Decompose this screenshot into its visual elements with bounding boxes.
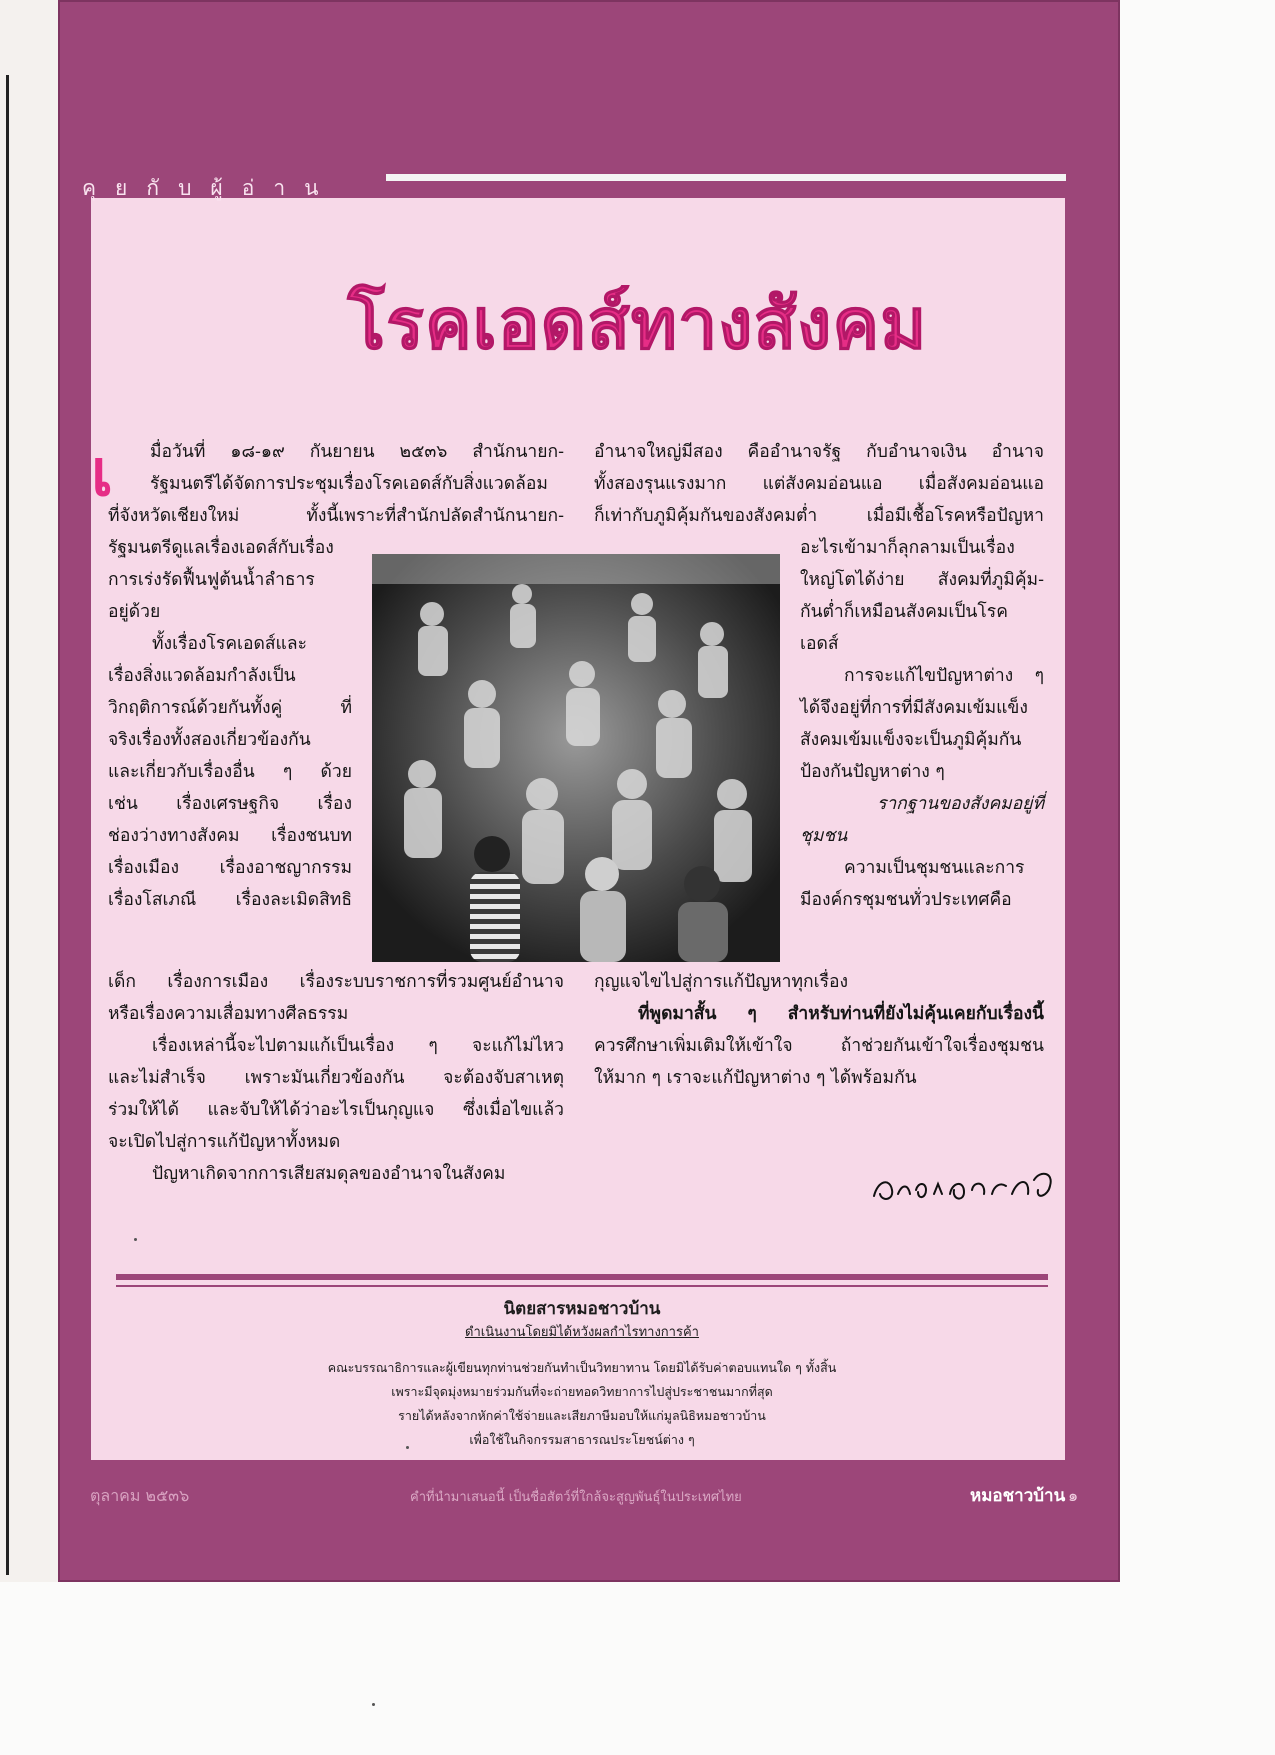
text-line: การจะแก้ไขปัญหาต่าง ๆ — [844, 666, 1044, 686]
page-number: ๑ — [1068, 1486, 1079, 1505]
text-line: อยู่ด้วย — [108, 602, 161, 622]
magazine-name: หมอชาวบ้าน — [970, 1486, 1066, 1506]
text-line: กันต่ำก็เหมือนสังคมเป็นโรค — [800, 602, 1008, 622]
text-line: ทั้งสองรุนแรงมาก แต่สังคมอ่อนแอ เมื่อสังคมอ่อนแอ — [594, 474, 1044, 494]
print-speck — [372, 1703, 375, 1706]
text-line: ควรศึกษาเพิ่มเติมให้เข้าใจ ถ้าช่วยกันเข้าใจเรื่องชุมชน — [594, 1036, 1044, 1056]
text-line: ที่พูดมาสั้น ๆ สำหรับท่านที่ยังไม่คุ้นเคยกับเรื่องนี้ — [638, 1004, 1044, 1024]
text-line: อำนาจใหญ่มีสอง คืออำนาจรัฐ กับอำนาจเงิน อำนาจ — [594, 442, 1044, 462]
text-line: ช่องว่างทางสังคม เรื่องชนบท — [108, 826, 352, 846]
text-line: รากฐานของสังคมอยู่ที่ — [876, 794, 1044, 814]
footer-subtitle: ดำเนินงานโดยมิได้หวังผลกำไรทางการค้า — [465, 1325, 699, 1340]
left-column-full-line — [108, 500, 564, 532]
text-line: กุญแจไขไปสู่การแก้ปัญหาทุกเรื่อง — [594, 972, 849, 992]
print-speck — [406, 1446, 409, 1449]
footer-note-line: คณะบรรณาธิการและผู้เขียนทุกท่านช่วยกันทำเป็นวิทยาทาน โดยมิได้รับค่าตอบแทนใด ๆ ทั้งสิ้น — [327, 1360, 837, 1375]
footer-rule-thick — [116, 1274, 1048, 1280]
text-line: หรือเรื่องความเสื่อมทางศีลธรรม — [108, 1004, 349, 1024]
text-line: และไม่สำเร็จ เพราะมันเกี่ยวข้องกัน จะต้องจับสาเหตุ — [108, 1068, 564, 1088]
headline: โรคเอดส์ทางสังคม — [347, 283, 928, 365]
section-rule — [386, 174, 1066, 181]
footer-rule-thin — [116, 1285, 1048, 1287]
text-line: สังคมเข้มแข็งจะเป็นภูมิคุ้มกัน — [800, 730, 1022, 750]
section-label — [82, 172, 337, 205]
text-line: การเร่งรัดฟื้นฟูต้นน้ำลำธาร — [108, 570, 315, 590]
issue-date: ตุลาคม ๒๕๓๖ — [90, 1486, 190, 1505]
text-line: ป้องกันปัญหาต่าง ๆ — [800, 762, 945, 782]
print-speck — [134, 1238, 137, 1241]
left-column-narrow — [108, 532, 352, 916]
text-line: รัฐมนตรีดูแลเรื่องเอดส์กับเรื่อง — [108, 538, 334, 558]
magazine-footer — [116, 1296, 1048, 1452]
crowd-photo-image — [372, 554, 780, 962]
text-line: เช่น เรื่องเศรษฐกิจ เรื่อง — [108, 794, 352, 814]
right-column-narrow — [800, 532, 1044, 916]
text-line: จริงเรื่องทั้งสองเกี่ยวข้องกัน — [108, 730, 311, 750]
text-line: ความเป็นชุมชนและการ — [844, 858, 1025, 878]
footer-motto: คำที่นำมาเสนอนี้ เป็นชื่อสัตว์ที่ใกล้จะสูญพันธุ์ในประเทศไทย — [410, 1490, 742, 1505]
page-footer-bar — [58, 1462, 1120, 1522]
text-line: เรื่องโสเภณี เรื่องละเมิดสิทธิ — [108, 890, 352, 910]
text-line: ก็เท่ากับภูมิคุ้มกันของสังคมต่ำ เมื่อมีเชื้อโรคหรือปัญหา — [594, 506, 1044, 526]
text-line: ปัญหาเกิดจากการเสียสมดุลของอำนาจในสังคม — [152, 1164, 506, 1184]
text-line: รัฐมนตรีได้จัดการประชุมเรื่องโรคเอดส์กับสิ่งแวดล้อม — [150, 474, 548, 494]
text-line: ชุมชน — [800, 826, 848, 846]
editor-signature — [868, 1160, 1068, 1210]
drop-cap: เ — [91, 437, 113, 511]
text-line: เด็ก เรื่องการเมือง เรื่องระบบราชการที่รวมศูนย์อำนาจ — [108, 972, 564, 992]
text-line: อะไรเข้ามาก็ลุกลามเป็นเรื่อง — [800, 538, 1015, 558]
section-label-text: คุยกับผู้อ่าน — [82, 176, 338, 200]
footer-note-line: เพื่อใช้ในกิจกรรมสาธารณประโยชน์ต่าง ๆ — [469, 1432, 695, 1447]
text-line: ให้มาก ๆ เราจะแก้ปัญหาต่าง ๆ ได้พร้อมกัน — [594, 1068, 917, 1088]
right-column-top — [594, 436, 1044, 532]
text-line: และเกี่ยวกับเรื่องอื่น ๆ ด้วย — [108, 762, 352, 782]
text-line: เรื่องเหล่านี้จะไปตามแก้เป็นเรื่อง ๆ จะแก้ไม่ไหว — [152, 1036, 564, 1056]
text-line: ร่วมให้ได้ และจับให้ได้ว่าอะไรเป็นกุญแจ ซึ่งเมื่อไขแล้ว — [108, 1100, 564, 1120]
text-line: วิกฤติการณ์ด้วยกันทั้งคู่ ที่ — [108, 698, 352, 718]
right-column-bottom — [594, 966, 1044, 1094]
text-line: มื่อวันที่ ๑๘-๑๙ กันยายน ๒๕๓๖ สำนักนายก- — [150, 442, 564, 462]
text-line: เรื่องเมือง เรื่องอาชญากรรม — [108, 858, 352, 878]
crowd-photo — [372, 554, 780, 962]
text-line: จะเปิดไปสู่การแก้ปัญหาทั้งหมด — [108, 1132, 341, 1152]
footer-note-line: รายได้หลังจากหักค่าใช้จ่ายและเสียภาษีมอบให้แก่มูลนิธิหมอชาวบ้าน — [398, 1408, 766, 1423]
footer-title: นิตยสารหมอชาวบ้าน — [503, 1299, 661, 1319]
text-line: เอดส์ — [800, 634, 839, 654]
left-page-edge — [0, 0, 60, 1582]
text-line: ได้จึงอยู่ที่การที่มีสังคมเข้มแข็ง — [800, 698, 1028, 718]
text-line: ใหญ่โตได้ง่าย สังคมที่ภูมิคุ้ม- — [800, 570, 1044, 590]
text-line: เรื่องสิ่งแวดล้อมกำลังเป็น — [108, 666, 296, 686]
footer-note-line: เพราะมีจุดมุ่งหมายร่วมกันที่จะถ่ายทอดวิทยาการไปสู่ประชาชนมากที่สุด — [391, 1384, 773, 1399]
footer-note — [116, 1356, 1048, 1452]
left-column-intro — [150, 436, 564, 500]
text-line: ทั้งเรื่องโรคเอดส์และ — [152, 634, 307, 654]
left-column-bottom — [108, 966, 564, 1190]
text-line: มีองค์กรชุมชนทั่วประเทศคือ — [800, 890, 1012, 910]
text-line: ที่จังหวัดเชียงใหม่ ทั้งนี้เพราะที่สำนักปลัดสำนักนายก- — [108, 506, 564, 526]
signature-image — [868, 1160, 1068, 1210]
